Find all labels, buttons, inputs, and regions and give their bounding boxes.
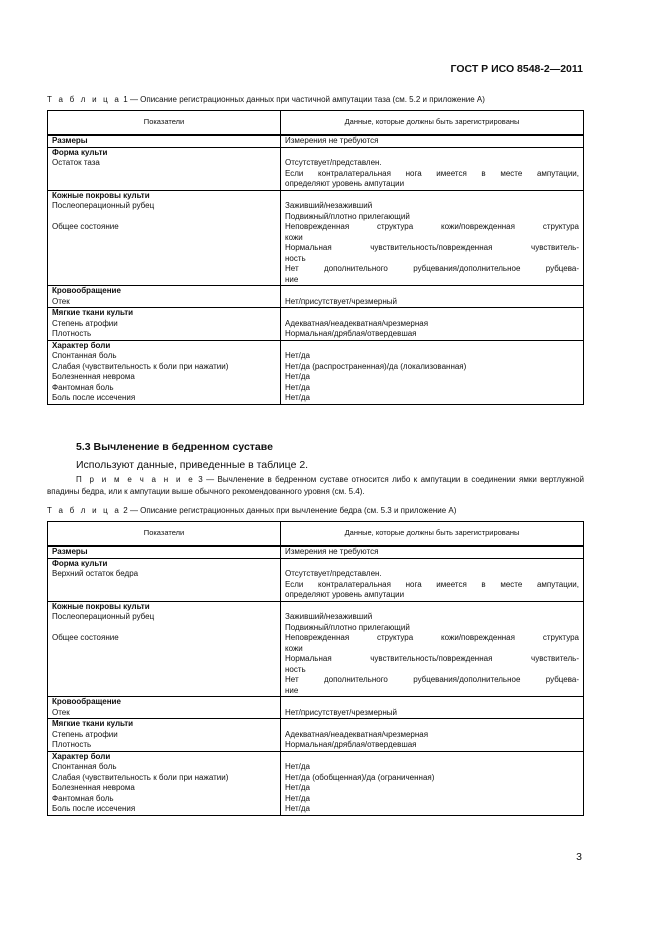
document-code: ГОСТ Р ИСО 8548-2—2011 (450, 63, 583, 75)
group-title: Мягкие ткани культи (52, 719, 134, 728)
table-row (48, 719, 584, 752)
group-title: Кровообращение (52, 697, 121, 706)
group-title: Кожные покровы культи (52, 601, 150, 611)
table2 (47, 521, 584, 816)
table2-caption-text: 2 — Описание регистрационных данных при вычленение бедра (см. 5.3 и приложение А) (123, 506, 457, 515)
cell-value: Нет/да (285, 762, 310, 771)
cell-value: Если контралатеральная нога имеется в месте ампутации, (285, 168, 579, 178)
cell-value: Адекватная/неадекватная/чрезмерная (285, 318, 429, 328)
row-label: Фантомная боль (52, 793, 114, 803)
cell-value: определяют уровень ампутации (285, 179, 405, 188)
row-label: Плотность (52, 740, 92, 749)
cell-value: Нормальная чувствительность/поврежденная чувствитель- (285, 654, 579, 663)
row-label: Общее состояние (52, 633, 119, 642)
cell-value: кожи (285, 232, 303, 242)
section-paragraph: Используют данные, приведенные в таблице 2. (76, 459, 309, 471)
cell-value: ние (285, 274, 299, 284)
table2-header-indicators: Показатели (48, 522, 281, 547)
cell-value: Нет дополнительного рубцевания/дополнительное рубцева- (285, 675, 579, 684)
row-label: Слабая (чувствительность к боли при нажатии) (52, 772, 229, 782)
group-title: Форма культи (52, 558, 108, 568)
cell-value: Отсутствует/представлен. (285, 158, 382, 167)
row-label: Степень атрофии (52, 729, 118, 739)
table-row (48, 558, 584, 601)
cell-value: Нормальная чувствительность/поврежденная чувствитель- (285, 243, 579, 252)
table1-caption (47, 95, 485, 104)
cell-value: кожи (285, 643, 303, 653)
cell-value: Нет/да (285, 351, 310, 360)
table1-header-data: Данные, которые должны быть зарегистрированы (281, 111, 584, 136)
group-title: Кожные покровы культи (52, 190, 150, 200)
row-label: Отек (52, 296, 70, 306)
cell-value: Неповрежденная структура кожи/поврежденная структура (285, 222, 579, 231)
row-label: Общее состояние (52, 222, 119, 231)
table2-caption (47, 506, 456, 515)
cell-value: Заживший/незаживший (285, 201, 373, 210)
cell-value: определяют уровень ампутации (285, 590, 405, 599)
cell-value: Нет/да (распространенная)/да (локализованная) (285, 361, 467, 371)
group-title: Характер боли (52, 340, 111, 350)
note-prefix: П р и м е ч а н и е (76, 475, 195, 484)
row-label: Спонтанная боль (52, 351, 117, 360)
row-label: Степень атрофии (52, 318, 118, 328)
cell-value: ность (285, 664, 306, 674)
table-row (48, 601, 584, 697)
row-label: Остаток таза (52, 158, 100, 167)
table1-header-indicators: Показатели (48, 111, 281, 136)
cell-value: Нет дополнительного рубцевания/дополнительное рубцева- (285, 264, 579, 273)
row-label: Послеоперационный рубец (52, 201, 155, 210)
cell-value: Неповрежденная структура кожи/поврежденная структура (285, 633, 579, 642)
row-label: Послеоперационный рубец (52, 612, 155, 621)
cell-value: Нет/да (285, 793, 310, 803)
cell-value: Подвижный/плотно прилегающий (285, 211, 410, 221)
cell-value: Нет/да (285, 804, 310, 813)
cell-value: Нет/да (285, 372, 310, 381)
cell-value: Нет/присутствует/чрезмерный (285, 296, 397, 306)
table1-caption-text: 1 — Описание регистрационных данных при частичной ампутации таза (см. 5.2 и приложение А) (123, 95, 485, 104)
group-title: Характер боли (52, 751, 111, 761)
row-label: Фантомная боль (52, 382, 114, 392)
row-label: Плотность (52, 329, 92, 338)
group-title: Размеры (52, 136, 88, 145)
cell-value: Заживший/незаживший (285, 612, 373, 621)
cell-value: Нет/да (285, 382, 310, 392)
table-row (48, 308, 584, 341)
row-label: Слабая (чувствительность к боли при нажатии) (52, 361, 229, 371)
cell-value: Нет/да (обобщенная)/да (ограниченная) (285, 772, 435, 782)
cell-value: Нормальная/дряблая/отвердевшая (285, 740, 417, 749)
table-row (48, 751, 584, 815)
table2-caption-prefix: Т а б л и ц а (47, 506, 122, 515)
cell-value: Нет/присутствует/чрезмерный (285, 707, 397, 717)
group-title: Форма культи (52, 147, 108, 157)
table-row (48, 340, 584, 404)
note-text: 3 — Вычленение в бедренном суставе относится либо к ампутации в соединении ямки вертлужной впадины бедра, или к ампутации выше обычного рекомендованного уровня (см. 5.4). (47, 475, 584, 496)
row-label: Верхний остаток бедра (52, 569, 139, 578)
row-label: Болезненная неврома (52, 783, 135, 792)
row-label: Отек (52, 707, 70, 717)
table-row (48, 697, 584, 719)
cell-value: Подвижный/плотно прилегающий (285, 622, 410, 632)
cell-value: Если контралатеральная нога имеется в месте ампутации, (285, 579, 579, 589)
table2-header-data: Данные, которые должны быть зарегистрированы (281, 522, 584, 547)
row-label: Боль после иссечения (52, 393, 136, 402)
note (47, 474, 584, 497)
cell-value: Отсутствует/представлен. (285, 569, 382, 578)
table1-caption-prefix: Т а б л и ц а (47, 95, 122, 104)
table-row (48, 546, 584, 558)
table-row (48, 190, 584, 286)
cell-value: Измерения не требуются (285, 136, 379, 145)
row-label: Болезненная неврома (52, 372, 135, 381)
cell-value: ние (285, 685, 299, 695)
cell-value: Нет/да (285, 393, 310, 402)
section-heading: 5.3 Вычленение в бедренном суставе (76, 441, 273, 453)
page-number: 3 (576, 851, 582, 863)
row-label: Спонтанная боль (52, 762, 117, 771)
table1 (47, 110, 584, 405)
row-label: Боль после иссечения (52, 804, 136, 813)
table-row (48, 286, 584, 308)
table-row (48, 135, 584, 147)
group-title: Мягкие ткани культи (52, 308, 134, 317)
cell-value: Нет/да (285, 783, 310, 792)
cell-value: Нормальная/дряблая/отвердевшая (285, 329, 417, 338)
cell-value: ность (285, 253, 306, 263)
group-title: Кровообращение (52, 286, 121, 295)
cell-value: Адекватная/неадекватная/чрезмерная (285, 729, 429, 739)
group-title: Размеры (52, 547, 88, 556)
cell-value: Измерения не требуются (285, 547, 379, 556)
table-row (48, 147, 584, 190)
